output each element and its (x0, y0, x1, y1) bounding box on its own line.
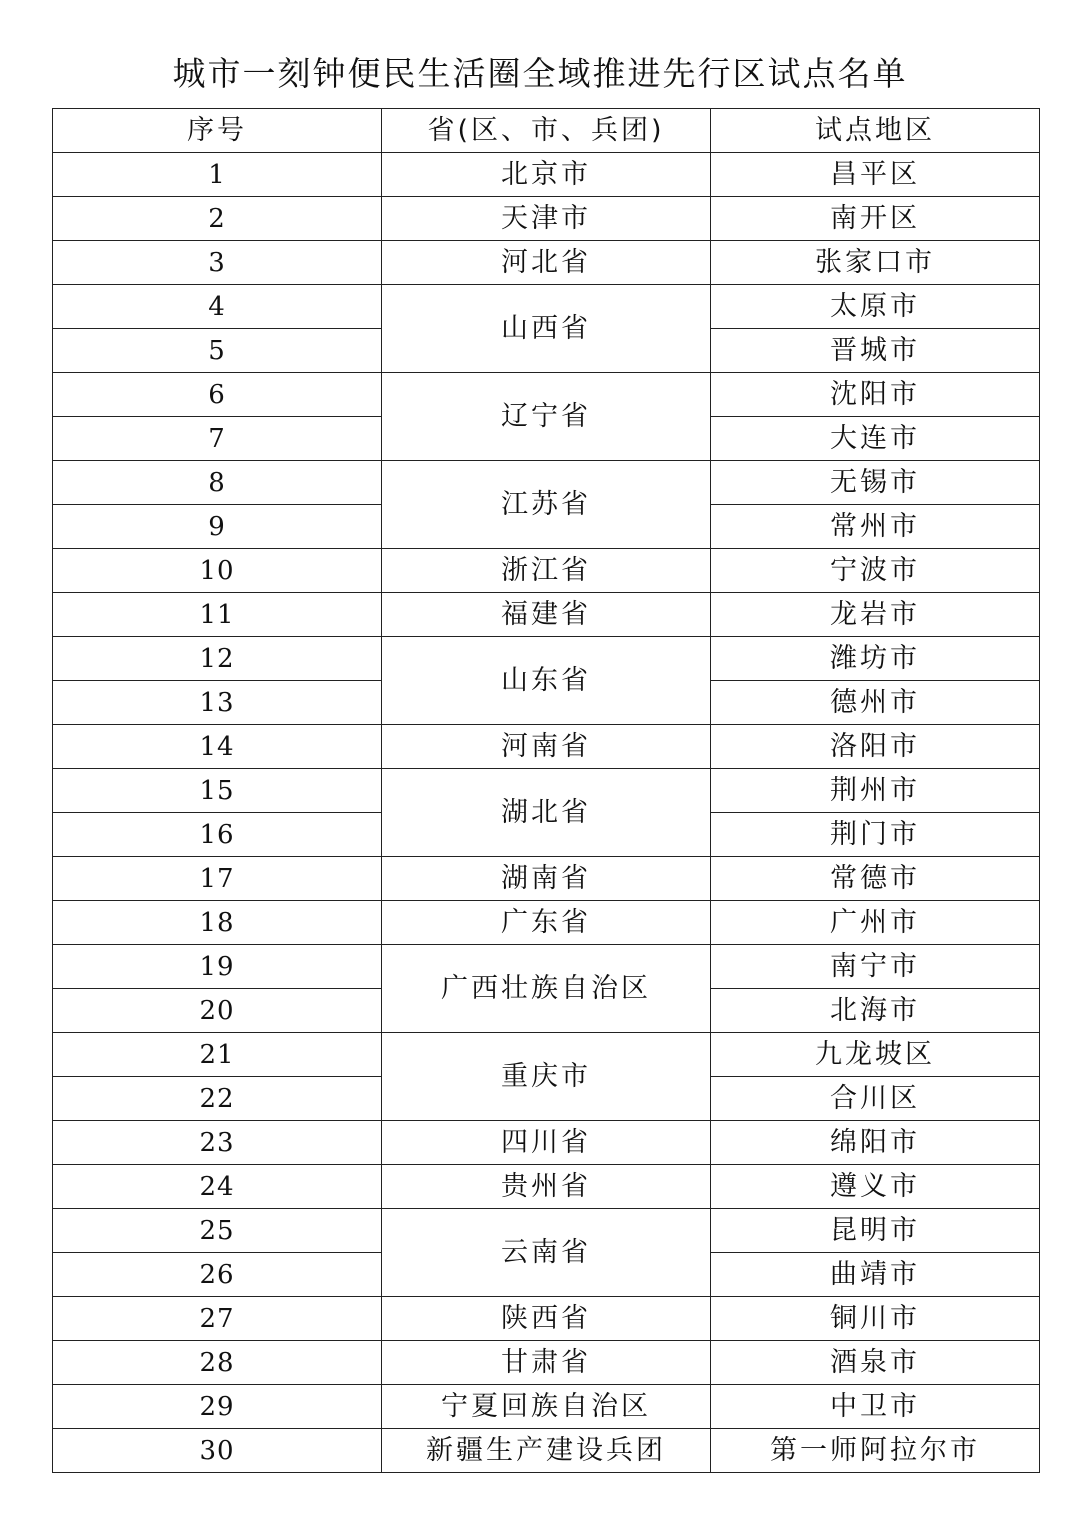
pilot-area-cell: 南宁市 (711, 945, 1040, 989)
pilot-area-cell: 德州市 (711, 681, 1040, 725)
table-row (53, 901, 1040, 945)
row-number-cell: 21 (53, 1033, 382, 1077)
province-cell: 重庆市 (382, 1033, 711, 1121)
province-cell: 北京市 (382, 153, 711, 197)
province-cell: 天津市 (382, 197, 711, 241)
table-row (53, 461, 1040, 505)
row-number-cell: 18 (53, 901, 382, 945)
row-number-cell: 4 (53, 285, 382, 329)
table-row (53, 725, 1040, 769)
table-row (53, 373, 1040, 417)
pilot-area-cell: 沈阳市 (711, 373, 1040, 417)
column-header-province: 省(区、市、兵团) (382, 109, 711, 153)
table-row (53, 1341, 1040, 1385)
row-number-cell: 25 (53, 1209, 382, 1253)
pilot-area-cell: 常州市 (711, 505, 1040, 549)
row-number-cell: 19 (53, 945, 382, 989)
row-number-cell: 22 (53, 1077, 382, 1121)
province-cell: 贵州省 (382, 1165, 711, 1209)
pilot-area-cell: 宁波市 (711, 549, 1040, 593)
row-number-cell: 26 (53, 1253, 382, 1297)
pilot-area-cell: 昌平区 (711, 153, 1040, 197)
row-number-cell: 5 (53, 329, 382, 373)
row-number-cell: 8 (53, 461, 382, 505)
table-row (53, 1033, 1040, 1077)
table-row (53, 637, 1040, 681)
row-number-cell: 1 (53, 153, 382, 197)
row-number-cell: 27 (53, 1297, 382, 1341)
province-cell: 福建省 (382, 593, 711, 637)
pilot-area-cell: 洛阳市 (711, 725, 1040, 769)
row-number-cell: 12 (53, 637, 382, 681)
row-number-cell: 3 (53, 241, 382, 285)
pilot-area-cell: 第一师阿拉尔市 (711, 1429, 1040, 1473)
row-number-cell: 7 (53, 417, 382, 461)
table-body (53, 153, 1040, 1473)
row-number-cell: 13 (53, 681, 382, 725)
row-number-cell: 15 (53, 769, 382, 813)
row-number-cell: 6 (53, 373, 382, 417)
pilot-area-cell: 合川区 (711, 1077, 1040, 1121)
pilot-area-cell: 荆州市 (711, 769, 1040, 813)
row-number-cell: 14 (53, 725, 382, 769)
table-row (53, 945, 1040, 989)
pilot-area-cell: 无锡市 (711, 461, 1040, 505)
table-row (53, 285, 1040, 329)
table-row (53, 1165, 1040, 1209)
pilot-area-cell: 广州市 (711, 901, 1040, 945)
table-header-row (53, 109, 1040, 153)
row-number-cell: 9 (53, 505, 382, 549)
column-header-number: 序号 (53, 109, 382, 153)
province-cell: 河北省 (382, 241, 711, 285)
table-row (53, 1121, 1040, 1165)
pilot-area-cell: 遵义市 (711, 1165, 1040, 1209)
table-row (53, 1209, 1040, 1253)
province-cell: 山东省 (382, 637, 711, 725)
table-row (53, 241, 1040, 285)
table-row (53, 769, 1040, 813)
row-number-cell: 16 (53, 813, 382, 857)
table-row (53, 857, 1040, 901)
table-row (53, 593, 1040, 637)
row-number-cell: 30 (53, 1429, 382, 1473)
pilot-area-cell: 晋城市 (711, 329, 1040, 373)
pilot-area-cell: 九龙坡区 (711, 1033, 1040, 1077)
province-cell: 云南省 (382, 1209, 711, 1297)
pilot-area-cell: 张家口市 (711, 241, 1040, 285)
pilot-area-cell: 中卫市 (711, 1385, 1040, 1429)
pilot-area-cell: 铜川市 (711, 1297, 1040, 1341)
province-cell: 江苏省 (382, 461, 711, 549)
row-number-cell: 23 (53, 1121, 382, 1165)
row-number-cell: 29 (53, 1385, 382, 1429)
pilot-area-cell: 潍坊市 (711, 637, 1040, 681)
province-cell: 广西壮族自治区 (382, 945, 711, 1033)
row-number-cell: 24 (53, 1165, 382, 1209)
row-number-cell: 11 (53, 593, 382, 637)
province-cell: 广东省 (382, 901, 711, 945)
province-cell: 甘肃省 (382, 1341, 711, 1385)
pilot-area-cell: 南开区 (711, 197, 1040, 241)
pilot-area-cell: 龙岩市 (711, 593, 1040, 637)
province-cell: 辽宁省 (382, 373, 711, 461)
province-cell: 湖南省 (382, 857, 711, 901)
column-header-area: 试点地区 (711, 109, 1040, 153)
page-title: 城市一刻钟便民生活圈全域推进先行区试点名单 (172, 54, 908, 93)
province-cell: 陕西省 (382, 1297, 711, 1341)
pilot-list-table (52, 108, 1040, 1473)
table-row (53, 1385, 1040, 1429)
table-row (53, 153, 1040, 197)
pilot-area-cell: 大连市 (711, 417, 1040, 461)
pilot-area-cell: 北海市 (711, 989, 1040, 1033)
row-number-cell: 10 (53, 549, 382, 593)
row-number-cell: 2 (53, 197, 382, 241)
row-number-cell: 20 (53, 989, 382, 1033)
row-number-cell: 17 (53, 857, 382, 901)
province-cell: 河南省 (382, 725, 711, 769)
pilot-area-cell: 太原市 (711, 285, 1040, 329)
province-cell: 浙江省 (382, 549, 711, 593)
table-row (53, 1429, 1040, 1473)
pilot-area-cell: 昆明市 (711, 1209, 1040, 1253)
pilot-area-cell: 酒泉市 (711, 1341, 1040, 1385)
pilot-area-cell: 曲靖市 (711, 1253, 1040, 1297)
province-cell: 山西省 (382, 285, 711, 373)
pilot-area-cell: 荆门市 (711, 813, 1040, 857)
pilot-area-cell: 常德市 (711, 857, 1040, 901)
province-cell: 湖北省 (382, 769, 711, 857)
province-cell: 新疆生产建设兵团 (382, 1429, 711, 1473)
province-cell: 宁夏回族自治区 (382, 1385, 711, 1429)
table-row (53, 197, 1040, 241)
pilot-area-cell: 绵阳市 (711, 1121, 1040, 1165)
table-row (53, 549, 1040, 593)
row-number-cell: 28 (53, 1341, 382, 1385)
province-cell: 四川省 (382, 1121, 711, 1165)
table-row (53, 1297, 1040, 1341)
